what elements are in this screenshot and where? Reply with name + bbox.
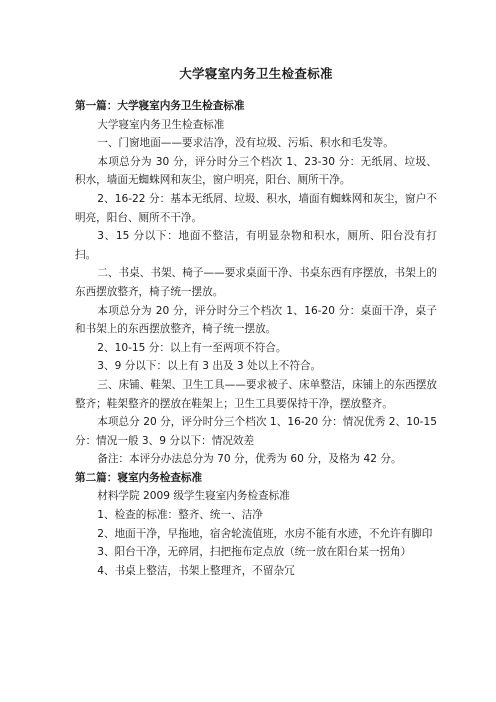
paragraph: 大学寝室内务卫生检查标准: [97, 118, 225, 131]
paragraph: 3、15 分以下：地面不整洁，有明显杂物和积水，厕所、阳台没有打扫。: [75, 230, 437, 261]
document-body: [75, 97, 437, 580]
paragraph: 3、9 分以下：以上有 3 出及 3 处以上不符合。: [97, 360, 322, 373]
paragraph: 本项总分为 20 分，评分时分三个档次 1、16-20 分：桌面干净，桌子和书架上的东西摆放整齐，椅子统一摆放。: [75, 304, 437, 336]
section-heading: 第二篇：寝室内务检查标准: [75, 471, 203, 484]
paragraph: 2、地面干净，早拖地，宿舍轮流值班，水房不能有水迹，不允许有脚印: [97, 527, 433, 540]
document-title: 大学寝室内务卫生检查标准: [179, 66, 333, 81]
paragraph: 备注：本评分办法总分为 70 分，优秀为 60 分，及格为 42 分。: [97, 453, 402, 466]
paragraph: 三、床铺、鞋架、卫生工具——要求被子、床单整洁，床铺上的东西摆放整齐；鞋架整齐的摆放在鞋架上；卫生工具要保持干净，摆放整齐。: [75, 378, 437, 410]
paragraph: 3、阳台干净，无碎屑，扫把拖布定点放（统一放在阳台某一拐角）: [97, 546, 412, 559]
paragraph: 1、检查的标准：整齐、统一、洁净: [97, 509, 263, 522]
paragraph: 二、书桌、书架、椅子——要求桌面干净、书桌东西有序摆放，书架上的东西摆放整齐，椅子统一摆放。: [75, 267, 437, 298]
paragraph: 4、书桌上整洁，书架上整理齐，不留杂冗: [97, 564, 295, 577]
section-heading: 第一篇：大学寝室内务卫生检查标准: [75, 100, 245, 112]
paragraph: 本项总分为 30 分，评分时分三个档次 1、23-30 分：无纸屑、垃圾、积水，墙面无蜘蛛网和灰尘，窗户明亮，阳台、厕所干净。: [75, 155, 437, 187]
paragraph: 2、16-22 分：基本无纸屑、垃圾、积水，墙面有蜘蛛网和灰尘，窗户不明亮，阳台、厕所不干净。: [75, 192, 437, 224]
paragraph: 材料学院 2009 级学生寝室内务检查标准: [97, 490, 290, 503]
paragraph: 本项总分 20 分，评分时分三个档次 1、16-20 分：情况优秀 2、10-15 分：情况一般 3、9 分以下：情况效差: [75, 416, 437, 447]
paragraph: 一、门窗地面——要求洁净，没有垃圾、污垢、积水和毛发等。: [97, 137, 394, 150]
paragraph: 2、10-15 分：以上有一至两项不符合。: [97, 341, 287, 354]
